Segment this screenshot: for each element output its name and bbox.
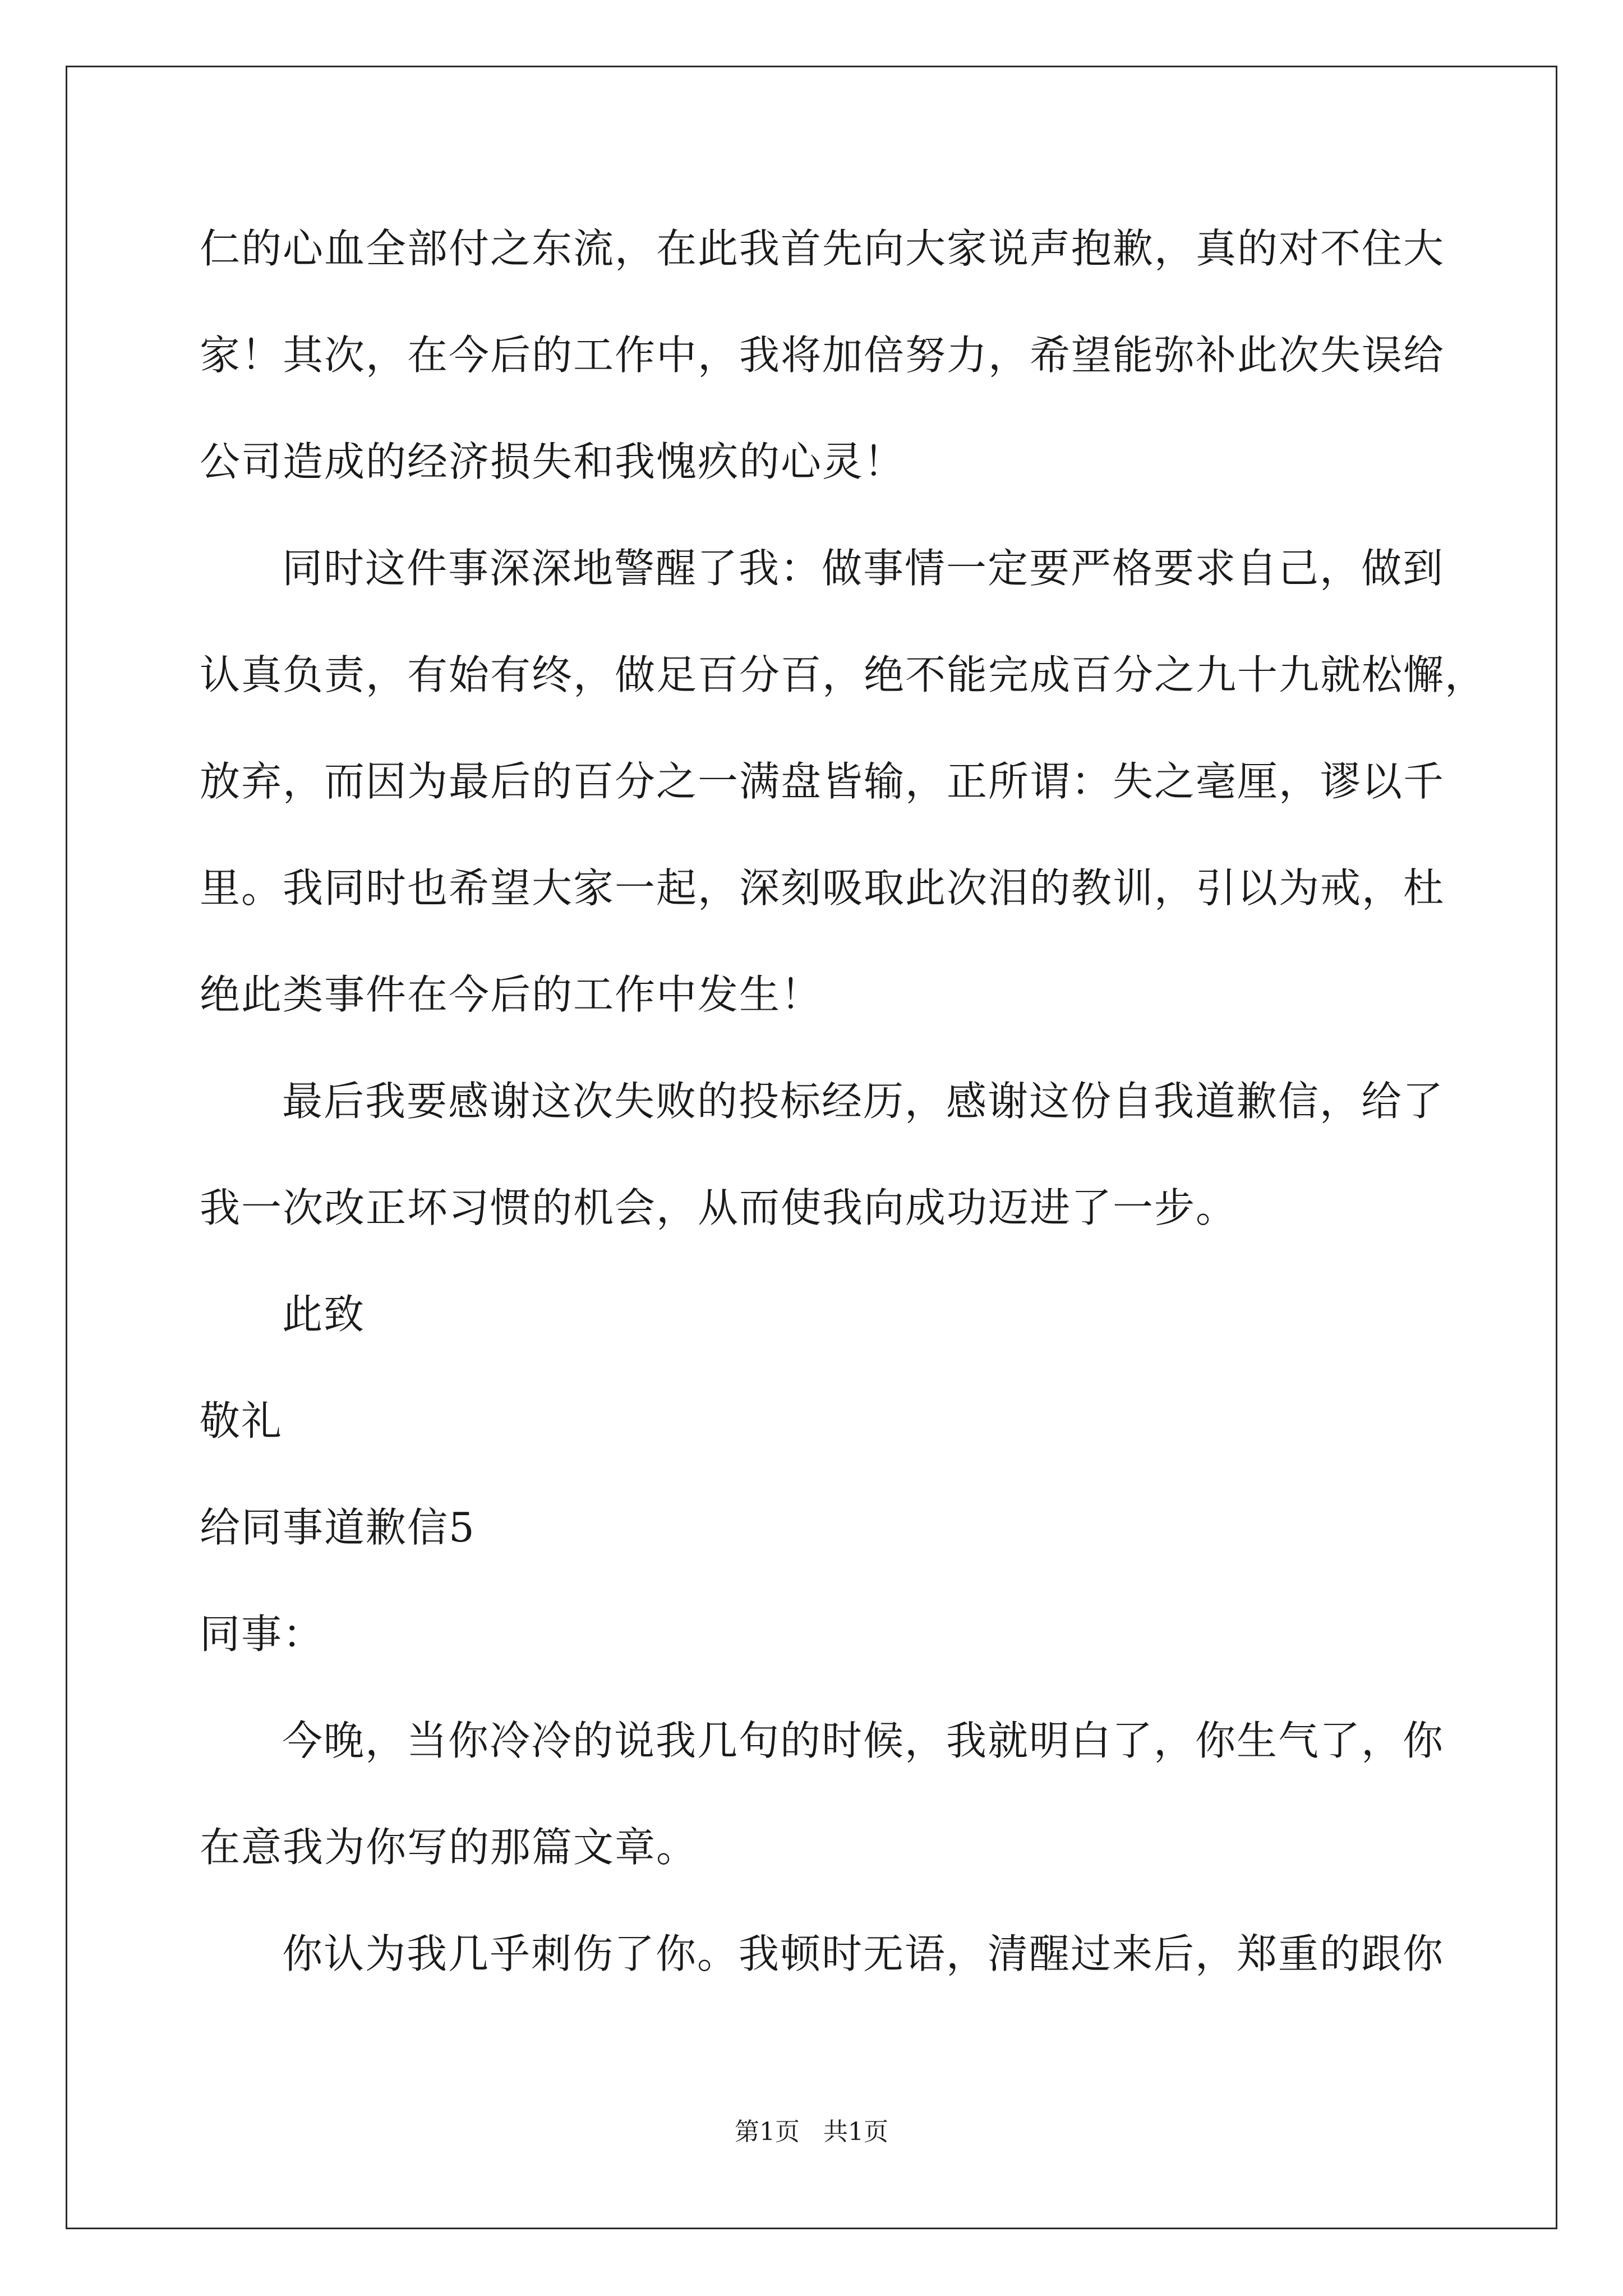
text-line: 公司造成的经济损失和我愧疚的心灵！	[200, 438, 906, 485]
page-number-current: 第1页	[735, 2118, 800, 2146]
text-line: 我一次改正坏习惯的机会，从而使我向成功迈进了一步。	[200, 1184, 1238, 1231]
page-footer	[0, 2115, 1623, 2149]
text-line: 仁的心血全部付之东流，在此我首先向大家说声抱歉，真的对不住大	[200, 225, 1445, 272]
text-line: 绝此类事件在今后的工作中发生！	[200, 971, 823, 1018]
text-line: 在意我为你写的那篇文章。	[200, 1824, 698, 1871]
text-line: 放弃，而因为最后的百分之一满盘皆输，正所谓：失之毫厘，谬以千	[200, 758, 1445, 805]
text-line: 认真负责，有始有终，做足百分百，绝不能完成百分之九十九就松懈，	[200, 651, 1487, 698]
paragraph-start-line: 同时这件事深深地警醒了我：做事情一定要严格要求自己，做到	[282, 545, 1445, 592]
closing-regards: 敬礼	[200, 1397, 283, 1444]
paragraph-start-line: 今晚，当你冷冷的说我几句的时候，我就明白了，你生气了，你	[282, 1717, 1445, 1764]
letter-greeting: 同事：	[200, 1611, 325, 1658]
section-heading: 给同事道歉信5	[200, 1504, 476, 1551]
page-border	[66, 66, 1557, 2229]
text-line: 里。我同时也希望大家一起，深刻吸取此次泪的教训，引以为戒，杜	[200, 864, 1445, 912]
text-line: 家！其次，在今后的工作中，我将加倍努力，希望能弥补此次失误给	[200, 332, 1445, 379]
page-number-total: 共1页	[823, 2118, 888, 2146]
paragraph-start-line: 你认为我几乎刺伤了你。我顿时无语，清醒过来后，郑重的跟你	[282, 1930, 1445, 1977]
paragraph-start-line: 最后我要感谢这次失败的投标经历，感谢这份自我道歉信，给了	[282, 1078, 1445, 1125]
closing-salutation: 此致	[282, 1291, 366, 1338]
